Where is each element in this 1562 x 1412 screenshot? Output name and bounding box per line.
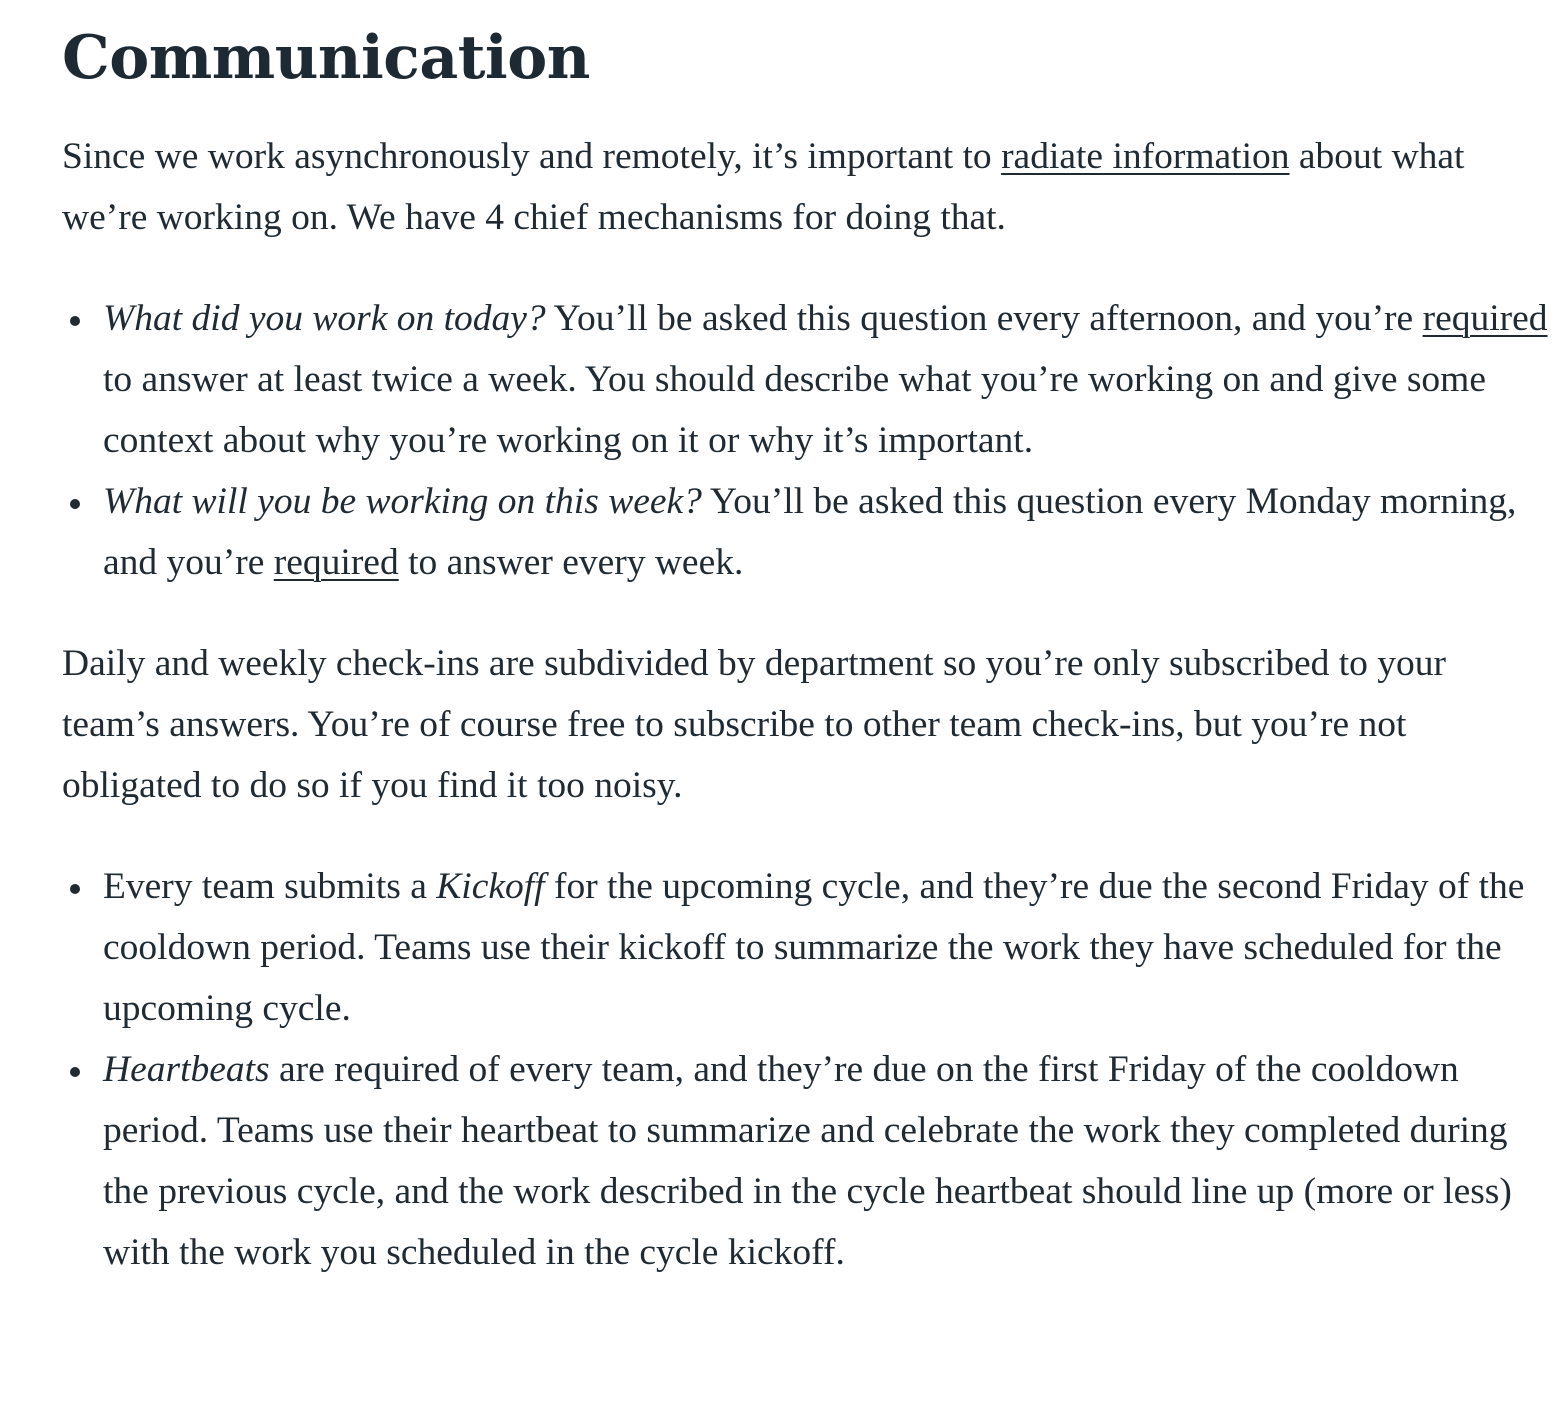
list-item-text-end: to answer at least twice a week. You should describe what you’re working on and give some context about why you’re working on it or why it’s important. bbox=[103, 359, 1486, 461]
required-link-daily[interactable]: required bbox=[1422, 298, 1548, 339]
list-item-text-end: are required of every team, and they’re due on the first Friday of the cooldown period. Teams use their heartbeat to summarize and celebrate the work they completed during the previous cycle, and the work described in the cycle heartbeat should line up (more or less) with the work you scheduled in the cycle kickoff. bbox=[103, 1049, 1512, 1273]
intro-paragraph bbox=[62, 126, 1552, 248]
cycle-list bbox=[62, 856, 1552, 1283]
required-link-weekly[interactable]: required bbox=[273, 542, 399, 583]
kickoff-term: Kickoff bbox=[436, 866, 545, 907]
list-item-daily-checkin bbox=[103, 288, 1552, 471]
list-item-text: You’ll be asked this question every afternoon, and you’re bbox=[545, 298, 1423, 339]
checkin-list bbox=[62, 288, 1552, 593]
list-item-kickoff bbox=[103, 856, 1552, 1039]
list-item-text: Every team submits a bbox=[103, 866, 437, 907]
document-page bbox=[62, 0, 1552, 1283]
weekly-question: What will you be working on this week? bbox=[103, 481, 702, 522]
checkin-paragraph: Daily and weekly check-ins are subdivided by department so you’re only subscribed to your team’s answers. You’re of course free to subscribe to other team check-ins, but you’re not obligated to do so if you find it too noisy. bbox=[62, 643, 1447, 806]
list-item-heartbeats bbox=[103, 1039, 1552, 1283]
radiate-information-link[interactable]: radiate information bbox=[1001, 136, 1290, 177]
list-item-text-end: to answer every week. bbox=[398, 542, 744, 583]
list-item-text-end: for the upcoming cycle, and they’re due the second Friday of the cooldown period. Teams use their kickoff to summarize the work they have scheduled for the upcoming cycle. bbox=[103, 866, 1525, 1029]
page-title: Communication bbox=[62, 23, 590, 93]
list-item-text: You’ll be asked this question every Monday morning, and you’re bbox=[103, 481, 1517, 583]
intro-text-end: about what we’re working on. We have 4 chief mechanisms for doing that. bbox=[62, 136, 1465, 238]
list-item-weekly-checkin bbox=[103, 471, 1552, 593]
daily-question: What did you work on today? bbox=[103, 298, 546, 339]
heartbeats-term: Heartbeats bbox=[103, 1049, 270, 1090]
intro-text: Since we work asynchronously and remotely, it’s important to bbox=[62, 136, 1002, 177]
